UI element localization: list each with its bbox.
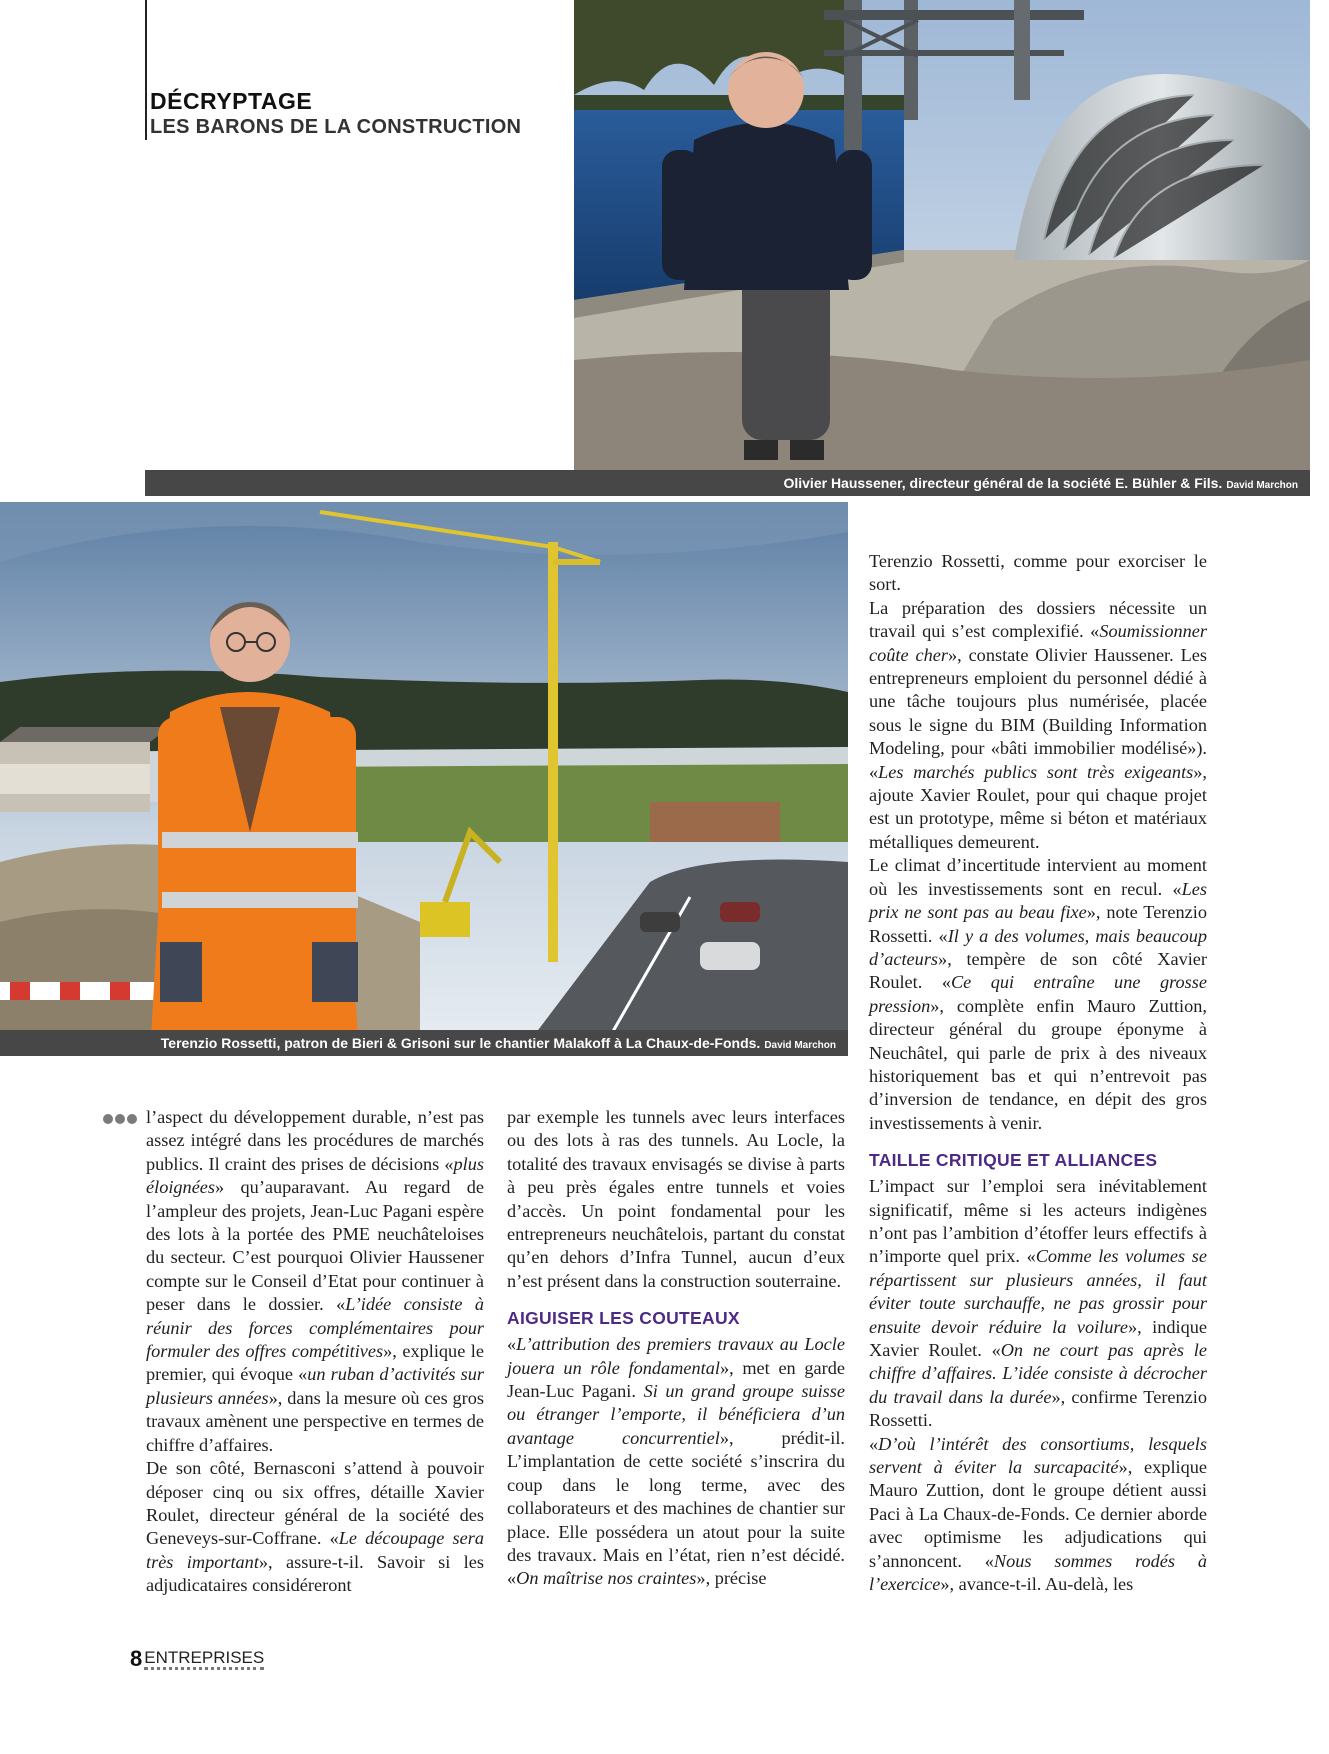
paragraph: De son côté, Bernasconi s’attend à pouvoir déposer cinq ou six offres, détaille Xavier Roulet, directeur général de la société des Geneveys-sur-Coffrane. «Le découpage sera très important», assure-t-il. Savoir si les adjudicataires considéreront <box>146 1458 484 1596</box>
paragraph: L’impact sur l’emploi sera inévitablement significatif, même si les acteurs indigènes n’ont pas l’ambition d’étoffer leurs effectifs à n’importe quel prix. «Comme les volumes se répartissent sur plusieurs années, il faut éviter toute surchauffe, ne pas grossir pour ensuite devoir réduire la voilure», indique Xavier Roulet. «On ne court pas après le chiffre d’affaires. L’idée consiste à décrocher du travail dans la durée», confirme Terenzio Rossetti. <box>869 1176 1207 1431</box>
paragraph: par exemple les tunnels avec leurs interfaces ou des lots à ras des tunnels. Au Locle, la totalité des travaux envisagés se divise à parts à peu près égales entre tunnels et voies d’accès. Un point fondamental pour les entrepreneurs neuchâtelois, partant du constat qu’en dehors d’Infra Tunnel, aucun d’eux n’est présent dans la construction souterraine. <box>507 1107 845 1291</box>
paragraph: «L’attribution des premiers travaux au Locle jouera un rôle fondamental», met en garde Jean-Luc Pagani. Si un grand groupe suisse ou étranger l’emporte, il bénéficiera d’un avantage concurrentiel», prédit-il. L’implantation de cette société s’inscrira du coup dans le long terme, avec des collaborateurs et des machines de chantier sur place. Elle possédera un atout pour la suite des travaux. Mais en l’état, rien n’est décidé. «On maîtrise nos craintes», précise <box>507 1334 845 1589</box>
photo-caption-bottom <box>0 1030 848 1056</box>
paragraph: Le climat d’incertitude intervient au moment où les investissements sont en recul. «Les prix ne sont pas au beau fixe», note Terenzio Rossetti. «Il y a des volumes, mais beaucoup d’acteurs», tempère de son côté Xavier Roulet. «Ce qui entraîne une grosse pression», complète enfin Mauro Zuttion, directeur général du groupe éponyme à Neuchâtel, qui parle de prix à des niveaux historiquement bas et qui n’entrevoit pas d’inversion de tendance, en dépit des gros investissements à venir. <box>869 855 1208 1133</box>
caption-text: Olivier Haussener, directeur général de la société E. Bühler & Fils. <box>783 475 1223 491</box>
paragraph: l’aspect du développement durable, n’est pas assez intégré dans les procédures de marchés publics. Il craint des prises de décisions «plus éloignées» qu’auparavant. Au regard de l’ampleur des projets, Jean-Luc Pagani espère des lots à la portée des PME neuchâteloises du secteur. C’est pourquoi Olivier Haussener compte sur le Conseil d’Etat pour continuer à peser dans le dossier. «L’idée consiste à réunir des forces complémentaires pour formuler des offres compétitives», explique le premier, qui évoque «un ruban d’activités sur plusieurs années», dans la mesure où ces gros travaux amènent une perspective en termes de chiffre d’affaires. <box>146 1107 485 1455</box>
continuation-dots <box>103 1111 139 1129</box>
photo-credit: David Marchon <box>764 1040 836 1051</box>
caption-text: Terenzio Rossetti, patron de Bieri & Grisoni sur le chantier Malakoff à La Chaux-de-Fonds. <box>160 1035 761 1051</box>
section-rubric: LES BARONS DE LA CONSTRUCTION <box>150 116 522 138</box>
section-kicker: DÉCRYPTAGE <box>150 88 313 114</box>
page-folio <box>130 1648 264 1670</box>
paragraph: «D’où l’intérêt des consortiums, lesquels servent à éviter la surcapacité», explique Mauro Zuttion, dont le groupe détient aussi Paci à La Chaux-de-Fonds. Ce dernier aborde avec optimisme les adjudications qui s’annoncent. «Nous sommes rodés à l’exercice», avance-t-il. Au-delà, les <box>869 1433 1207 1595</box>
photo-caption-top <box>145 470 1310 496</box>
subheading: TAILLE CRITIQUE ET ALLIANCES <box>869 1150 1158 1171</box>
photo-credit: David Marchon <box>1226 480 1298 491</box>
article-column-2 <box>507 1106 845 1591</box>
photo-olivier-haussener <box>574 0 1310 470</box>
article-column-3 <box>869 550 1207 1596</box>
paragraph: La préparation des dossiers nécessite un travail qui s’est complexifié. «Soumissionner coûte cher», constate Olivier Haussener. Les entrepreneurs emploient du personnel dédié à une tâche toujours plus numérisée, placée sous le signe du BIM (Building Information Modeling, pour «bâti immobilier modélisé»). «Les marchés publics sont très exigeants», ajoute Xavier Roulet, pour qui chaque projet est un prototype, même si béton et matériaux métalliques demeurent. <box>869 597 1207 852</box>
paragraph: Terenzio Rossetti, comme pour exorciser le sort. <box>869 551 1207 595</box>
subheading: AIGUISER LES COUTEAUX <box>507 1308 740 1329</box>
section-name: ENTREPRISES <box>144 1649 264 1670</box>
photo-terenzio-rossetti <box>0 502 848 1054</box>
article-column-1 <box>146 1106 484 1598</box>
page-number: 8 <box>130 1646 143 1671</box>
header-rule <box>145 0 147 140</box>
